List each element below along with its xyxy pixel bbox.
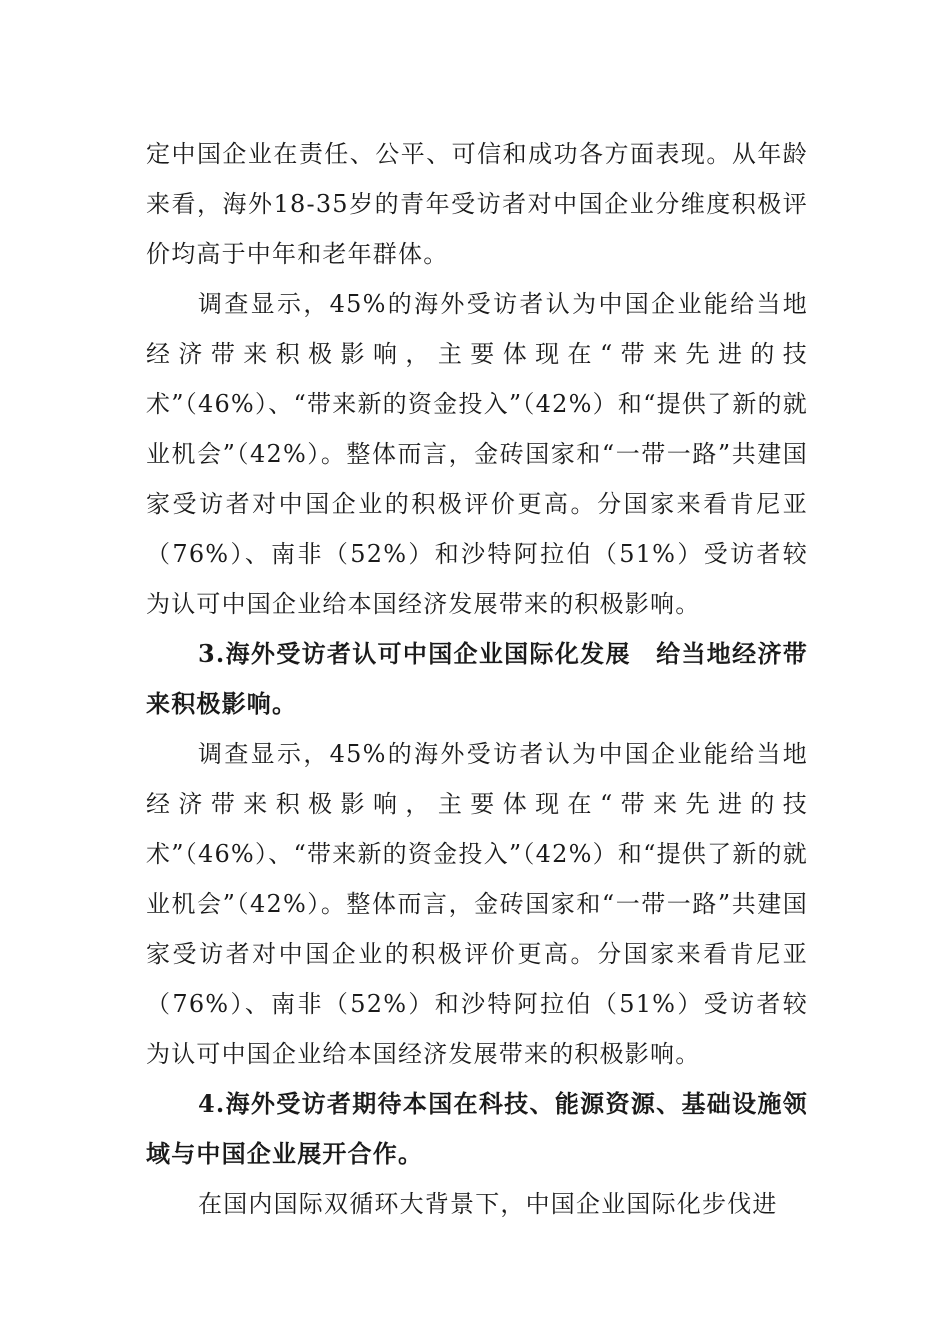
- paragraph-continued: 定中国企业在责任、公平、可信和成功各方面表现。从年龄来看，海外18-35岁的青年受访者对中国企业分维度积极评价均高于中年和老年群体。: [146, 140, 808, 268]
- section-heading-3: 3.海外受访者认可中国企业国际化发展 给当地经济带来积极影响。: [146, 639, 808, 718]
- paragraph-economic-impact: 调查显示，45%的海外受访者认为中国企业能给当地经济带来积极影响，主要体现在“带来先进的技术”（46%）、“带来新的资金投入”（42%）和“提供了新的就业机会”（42%）。整体而言，金砖国家和“一带一路”共建国家受访者对中国企业的积极评价更高。分国家来看肯尼亚（76%）、南非（52%）和沙特阿拉伯（51%）受访者较为认可中国企业给本国经济发展带来的积极影响。: [146, 290, 808, 618]
- document-body: [146, 129, 808, 1229]
- paragraph-economic-impact-repeat: 调查显示，45%的海外受访者认为中国企业能给当地经济带来积极影响，主要体现在“带来先进的技术”（46%）、“带来新的资金投入”（42%）和“提供了新的就业机会”（42%）。整体而言，金砖国家和“一带一路”共建国家受访者对中国企业的积极评价更高。分国家来看肯尼亚（76%）、南非（52%）和沙特阿拉伯（51%）受访者较为认可中国企业给本国经济发展带来的积极影响。: [146, 740, 808, 1068]
- section-heading-4: 4.海外受访者期待本国在科技、能源资源、基础设施领域与中国企业展开合作。: [146, 1089, 808, 1168]
- paragraph-dual-circulation: 在国内国际双循环大背景下，中国企业国际化步伐进: [198, 1190, 778, 1218]
